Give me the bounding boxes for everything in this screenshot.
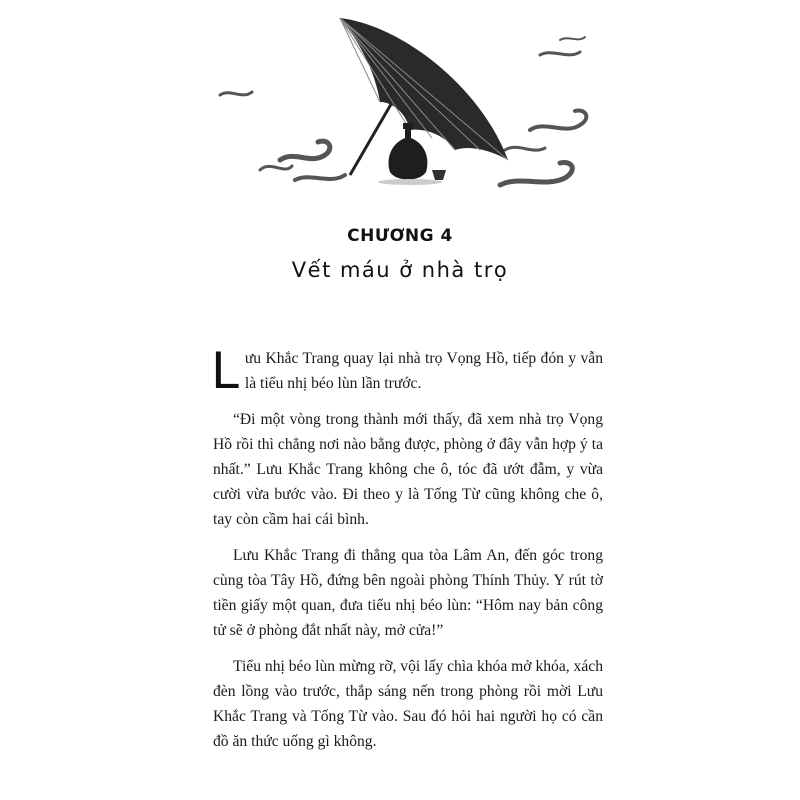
- chapter-body: [211, 342, 603, 765]
- drop-cap: L: [211, 342, 239, 400]
- chapter-label: CHƯƠNG 4: [347, 226, 453, 246]
- chapter-title: Vết máu ở nhà trọ: [291, 258, 509, 282]
- paragraph: Tiểu nhị béo lùn mừng rỡ, vội lấy chìa khóa mở khóa, xách đèn lồng vào trước, thắp sáng nến trong phòng rồi mời Lưu Khắc Trang và Tống Từ vào. Sau đó hỏi hai người họ có cần đồ ăn thức uống gì không.: [213, 658, 603, 750]
- paragraph: “Đi một vòng trong thành mới thấy, đã xem nhà trọ Vọng Hồ rồi thì chẳng nơi nào bằng được, phòng ở đây vẫn hợp ý ta nhất.” Lưu Khắc Trang không che ô, tóc đã ướt đẫm, y vừa cười vừa bước vào. Đi theo y là Tống Từ cũng không che ô, tay còn cầm hai cái bình.: [213, 411, 603, 528]
- paragraph: Lưu Khắc Trang đi thẳng qua tòa Lâm An, đến góc trong cùng tòa Tây Hồ, đứng bên ngoài phòng Thính Thủy. Y rút tờ tiền giấy một quan, đưa tiểu nhị béo lùn: “Hôm nay bản công tử sẽ ở phòng đắt nhất này, mở cửa!”: [213, 547, 603, 639]
- umbrella-wine-jar-icon: [200, 10, 600, 200]
- paragraph: [211, 342, 603, 400]
- paragraph-text: ưu Khắc Trang quay lại nhà trọ Vọng Hồ, tiếp đón y vẫn là tiểu nhị béo lùn lần trước.: [244, 350, 603, 392]
